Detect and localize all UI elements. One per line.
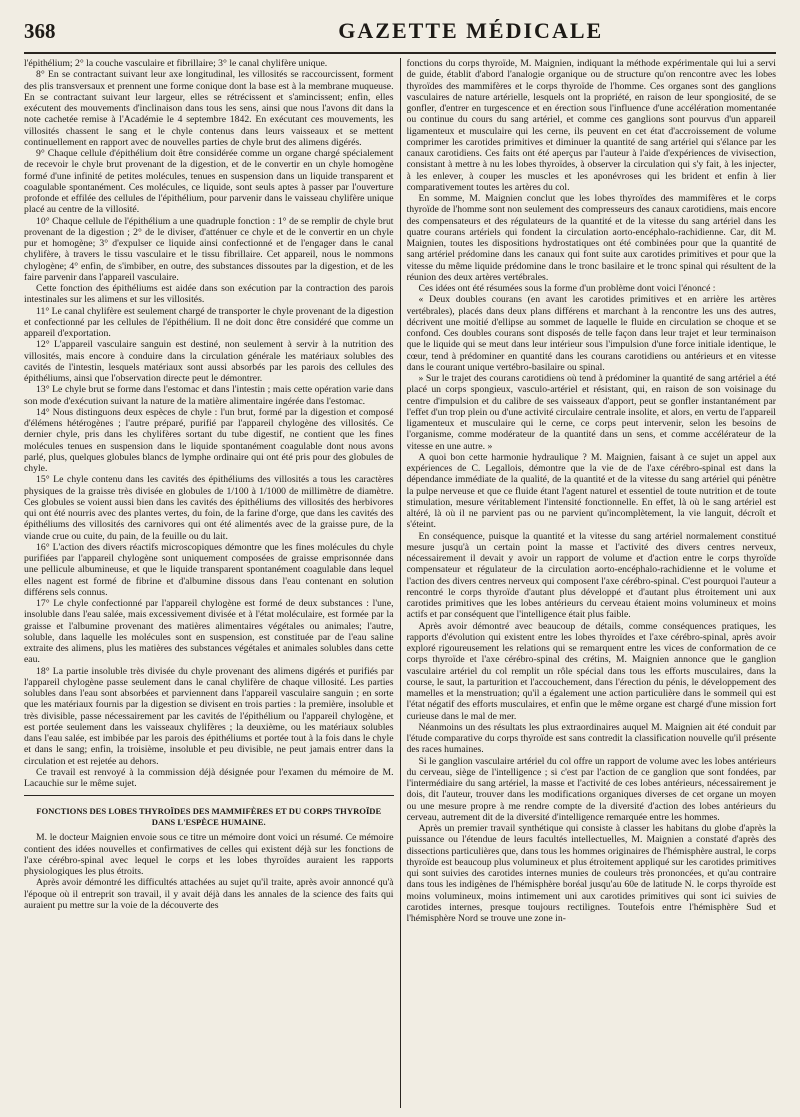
- right-paragraph: » Sur le trajet des courans carotidiens où tend à prédominer la quantité de sang artériel a été placé un corps spongieux, vasculo-artériel et résistant, qui, en raison de son voisinage du centre d'impulsion et du calibre de ses vaisseaux d'apport, peut se gonfler instantanément par l'effet d'un trop plein ou d'une activité circulaire centrale insolite, et alors, en vertu de l'appareil ligamenteux et musculaire qui le cerne, ce corps peut intervenir, selon les besoins de l'organisme, comme modérateur de la quantité dans un sens, et comme accélérateur de la vitesse en une autre. »: [406, 373, 776, 452]
- section-title: FONCTIONS DES LOBES THYROÏDES DES MAMMIFÈRES ET DU CORPS THYROÏDE DANS L'ESPÈCE HUMAINE.: [36, 806, 382, 828]
- right-paragraph: A quoi bon cette harmonie hydraulique ? M. Maignien, faisant à ce sujet un appel aux expériences de C. Legallois, démontre que la vie de de l'axe cérébro-spinal est dans la dépendance immédiate de la qualité, de la quantité et de la vitesse du sang artériel qui pénètre la pulpe nerveuse et que ce fluide étant l'agent naturel et essentiel de toute nutrition et de toute stimulation, mesure véritablement l'intensité fonctionnelle. En effet, là où le sang artériel est altéré, là où il ne parvient pas ou ne parvient qu'incomplètement, la vie languit, décroît et s'éteint.: [406, 451, 776, 531]
- left-column: [24, 58, 394, 1108]
- right-paragraph: Si le ganglion vasculaire artériel du col offre un rapport de volume avec les lobes antérieurs du cerveau, siège de l'intelligence ; si c'est par l'action de ce ganglion que sont fondées, par l'intermédiaire du sang artériel, la masse et l'activité de ces lobes antérieurs, nécessairement je dois, dit l'auteur, trouver dans les modifications organiques diverses de cet organe un moyen ou une mesure propre à me rendre compte de la diversité d'action des lobes antérieurs du cerveau, autrement dit de la diversité d'intelligence remarquée entre les hommes.: [406, 755, 776, 823]
- right-paragraph: fonctions du corps thyroïde, M. Maignien, indiquant la méthode expérimentale qui lui a servi de guide, établit d'abord l'analogie organique ou de structure qu'on rencontre avec les lobes thyroïdes des mammifères et le corps thyroïde de l'homme. Ces organes sont des ganglions vasculaires de nature artérielle, lesquels ont la propriété, en raison de leur spongiosité, de se gonfler, d'entrer en turgescence et en érection sous l'influence d'une accélération momentanée ou continue du cours du sang artériel, et comme ces ganglions sont pourvus d'un appareil ligamenteux et musculaire qui les cerne, ils peuvent en cet état d'accroissement de volume comprimer les carotides primitives et diminuer la quantité de sang artériel qui s'élance par les canaux carotidiens. Ces faits ont été aperçus par l'auteur à l'aide d'expériences de vivisection, consistant à mettre à nu les lobes thyroïdes, à observer la circulation qui s'y fait, à les injecter, à les enlever, à couper les muscles et les aponévroses qui les brident et enfin à lier comparativement toutes les artères du col.: [406, 58, 776, 193]
- left-paragraph: 16° L'action des divers réactifs microscopiques démontre que les fines molécules du chyle purifiées par l'appareil chylogène sont uniquement composées de graisse emprisonnée dans une pellicule albumineuse, et que le liquide transparent spontanément coagulable dans lequel elles nagent est formé de fibrine et d'albumine dissous dans l'eau contenant en solution différens sels connus.: [24, 541, 394, 598]
- section-paragraph: M. le docteur Maignien envoie sous ce titre un mémoire dont voici un résumé. Ce mémoire contient des idées nouvelles et confirmatives de celles qui existent déjà sur les fonctions de l'axe cérébro-spinal avec lequel le corps et les lobes thyroïdes auraient les rapports physiologiques les plus étroits.: [24, 832, 394, 877]
- right-paragraph: Néanmoins un des résultats les plus extraordinaires auquel M. Maignien ait été conduit par l'étude comparative du corps thyroïde est sans contredit la classification nouvelle qu'il présente des races humaines.: [406, 721, 776, 756]
- left-paragraph: 9° Chaque cellule d'épithélium doit être considérée comme un organe chargé spécialement de recevoir le chyle brut provenant de la digestion, et de le convertir en un chyle homogène formé d'une infinité de petites molécules, tenues en suspension dans un liquide transparent et coagulable spontanément. Ces molécules, ce liquide, sont seuls aptes à passer par l'ouverture profonde et effilée des cellules de l'épithélium, pour parvenir dans le vaisseau chylifère unique placé au centre de la villosité.: [24, 148, 394, 216]
- right-paragraph: Après un premier travail synthétique qui consiste à classer les habitans du globe d'après la puissance ou l'étendue de leurs facultés intellectuelles, M. Maignien a constaté d'après des dissections particulières que, dans tous les hommes originaires de l'hémisphère austral, le corps thyroïde est beaucoup plus volumineux et plus étroitement appliqué sur les carotides primitives qui sont suivies des carotides internes munies de couleurs très prononcées, et qu'au contraire dans tous les indigènes de l'hémisphère boréal jusqu'au 60e de latitude N. le corps thyroïde est moins volumineux, moins intimement uni aux carotides primitives qui sont ici suivies de carotides internes, presque toujours rectilignes. Toutefois entre l'hémisphère Sud et l'hémisphère Nord se trouve une zone in-: [406, 823, 776, 924]
- left-paragraph: Cette fonction des épithéliums est aidée dans son exécution par la contraction des parois intestinales sur les alimens et sur les villosités.: [24, 283, 394, 306]
- left-paragraph: 12° L'appareil vasculaire sanguin est destiné, non seulement à servir à la nutrition des villosités, mais encore à conduire dans la circulation générale les matériaux solubles des cavités de l'intestin, lesquels matériaux sont aussi absorbés par les parois des cellules des épithéliums, ainsi que l'observation directe peut le démontrer.: [24, 339, 394, 384]
- left-paragraph: 17° Le chyle confectionné par l'appareil chylogène est formé de deux substances : l'une, insoluble dans l'eau salée, mais excessivement divisée et à l'état moléculaire, est formée par la graisse et l'albumine provenant des matières alimentaires végétales ou animales; l'autre, soluble, dans laquelle les molécules sont en suspension, est constituée par de l'eau saline extraite des alimens, plus les matières des substances végétales et animales solubles dans cette eau.: [24, 598, 394, 666]
- left-paragraph: 10° Chaque cellule de l'épithélium a une quadruple fonction : 1° de se remplir de chyle brut provenant de la digestion ; 2° de le diviser, d'atténuer ce chyle et de le convertir en un chyle pur et homogène; 3° d'expulser ce liquide ainsi confectionné et de l'engager dans le canal chylifère, à travers le tissu vasculaire et le tissu fibrillaire. Cet appareil, nous le nommons chylogène; 4° enfin, de s'imbiber, en outre, des substances dissoutes par la digestion, et de les faire parvenir dans l'appareil vasculaire.: [24, 215, 394, 283]
- left-paragraph: 14° Nous distinguons deux espèces de chyle : l'un brut, formé par la digestion et composé d'élémens hétérogènes ; l'autre préparé, purifié par l'appareil chylogène des villosités. Ce dernier chyle, pris dans les chylifères sortant du tube digestif, ne contient que les fines molécules tenues en suspension dans le liquide spontanément coagulable dont nous avons parlé, plus, quelques globules blancs de lymphe ordinaire qui ont été pris pour des globules de chyle.: [24, 406, 394, 474]
- right-paragraph: En conséquence, puisque la quantité et la vitesse du sang artériel normalement constitué mesure jusqu'à un certain point la masse et l'activité des divers centres nerveux, nécessairement il devait y avoir un rapport de volume et d'action entre le corps thyroïde compensateur et régulateur de la circulation aorto-encéphalo-rachidienne et le volume et l'action des divers centres nerveux qui composent l'axe cérébro-spinal. C'est pourquoi l'auteur a rencontré le corps thyroïde d'autant plus développé et d'autant plus étroitement uni aux carotides primitives que les lobes antérieurs du cerveau étaient moins volumineux et moins actifs et par conséquent que l'intelligence était plus faible.: [406, 530, 776, 621]
- left-paragraph: 13° Le chyle brut se forme dans l'estomac et dans l'intestin ; mais cette opération varie dans son mode d'exécution suivant la nature de la matière alimentaire ingérée dans l'estomac.: [24, 384, 394, 407]
- header-rule: [24, 52, 776, 54]
- right-paragraph: Ces idées ont été résumées sous la forme d'un problème dont voici l'énoncé :: [418, 283, 716, 294]
- page-number: 368: [24, 19, 56, 43]
- columns: [24, 58, 776, 1108]
- section-divider: [24, 795, 394, 796]
- right-paragraph: Après avoir démontré avec beaucoup de détails, comme conséquences pratiques, les rapports d'évolution qui existent entre les lobes thyroïdes et l'axe cérébro-spinal, après avoir exploré rigoureusement les relations qui se remarquent entre les vices de conformation de ce corps thyroïde et l'axe cérébro-spinal des crétins, M. Maignien annonce que le ganglion vasculaire artériel du col remplit un rôle spécial dans tous les efforts musculaires, dans la course, le saut, la parturition et l'accouchement, dans l'érection du pénis, le développement des mamelles et la menstruation; qu'il a également une action particulière dans le sommeil qui est l'état négatif des efforts musculaires, et enfin que le même organe est chargé d'une mission fort curieuse dans le mal de mer.: [406, 620, 776, 722]
- left-paragraph: 18° La partie insoluble très divisée du chyle provenant des alimens digérés et purifiés par l'appareil chylogène passe seulement dans le canal chylifère de chaque villosité. Les parties solubles dans l'eau sont absorbées et parviennent dans l'appareil vasculaire sanguin ; en sorte que les matériaux fournis par la digestion se divisent en trois parties : la première, insoluble et très divisible, passe nécessairement par les cavités de l'épithélium ou l'appareil chylogène, et est portée seulement dans les vaisseaux chylifères ; la deuxième, ou les matériaux solubles dans l'eau salée, est imbibée par les parois des épithéliums et portée tout à la fois dans le chyle et dans le sang; enfin, la troisième, insoluble et peu divisible, ne peut jamais entrer dans la circulation et est rejetée au dehors.: [24, 665, 394, 767]
- column-rule: [400, 58, 401, 1108]
- left-paragraph: 15° Le chyle contenu dans les cavités des épithéliums des villosités a tous les caractères physiques de la graisse très divisée en globules de 1/100 à 1/1000 de millimètre de diamètre. Ces globules se voient aussi bien dans les cavités des épithéliums des villosités des herbivores qui ont été nourris avec des plantes vertes, du foin, de la farine d'orge, que dans les cavités des épithéliums des villosités des carnivores qui ont été alimentés avec de la graisse pure, de la viande crue ou cuite, du pain, de la feuille ou du lait.: [24, 474, 394, 542]
- left-paragraph: 11° Le canal chylifère est seulement chargé de transporter le chyle provenant de la digestion et confectionné par les cellules de l'épithélium. Il ne doit donc être considéré que comme un appareil d'exportation.: [24, 305, 394, 339]
- masthead-title: GAZETTE MÉDICALE: [338, 18, 604, 43]
- left-paragraph: Ce travail est renvoyé à la commission déjà désignée pour l'examen du mémoire de M. Lacauchie sur le même sujet.: [24, 766, 394, 789]
- right-column: [407, 58, 777, 1108]
- left-paragraph: 8° En se contractant suivant leur axe longitudinal, les villosités se raccourcissent, forment des plis transversaux et prennent une forme conique dont la base est à la membrane muqueuse. En se contractant suivant leur largeur, elles se rétrécissent et s'amincissent; enfin, elles exécutent des mouvements d'inclinaison dans tous les sens, ainsi que nous l'avons dit dans la note cachetée remise à l'Académie le 4 septembre 1842. En exécutant ces mouvements, les villosités chassent le sang et le chyle contenus dans leurs vaisseaux et se mettent continuellement en rapport avec de nouvelles parties de chyle brut des alimens digérés.: [24, 69, 394, 148]
- section-paragraph: Après avoir démontré les difficultés attachées au sujet qu'il traite, après avoir annoncé qu'à l'époque où il entreprit son travail, il y avait déjà dans les annales de la science des faits qui auraient pu mettre sur la voie de la découverte des: [24, 877, 394, 911]
- right-paragraph: « Deux doubles courans (en avant les carotides primitives et en arrière les artères vertébrales), placés dans deux plans différens et marchant à la rencontre les uns des autres, décrivent une moitié d'ellipse au sommet de laquelle le fluide en circulation se choque et se confond. Ces doubles courans sont disposés de telle façon dans leur trajet et leur terminaison que le liquide qui se meut dans leur intérieur sous l'impulsion d'une force initiale identique, le cœur, tend à prédominer en quantité dans les courans carotidiens ou antérieurs et en vitesse dans le courant unique vertébro-basilaire ou spinal.: [406, 294, 776, 373]
- right-paragraph: En somme, M. Maignien conclut que les lobes thyroïdes des mammifères et le corps thyroïde de l'homme sont non seulement des compresseurs des canaux carotidiens, mais encore des compensateurs et des régulateurs de la quantité et de la vitesse du sang artériel dans les quatre courans artériels qui fondent la circulation aorto-encéphalo-rachidienne. Car, dit M. Maignien, toutes les dispositions hydrostatiques ont été combinées pour que la quantité de sang artériel prédomine dans les canaux qui font suite aux carotides primitives et pour que la vitesse du même liquide prédomine dans le tronc basilaire et le tronc spinal qui résultent de la réunion des deux artères vertébrales.: [406, 193, 776, 283]
- page-header: [24, 18, 776, 48]
- left-paragraph: l'épithélium; 2° la couche vasculaire et fibrillaire; 3° le canal chylifère unique.: [24, 58, 328, 69]
